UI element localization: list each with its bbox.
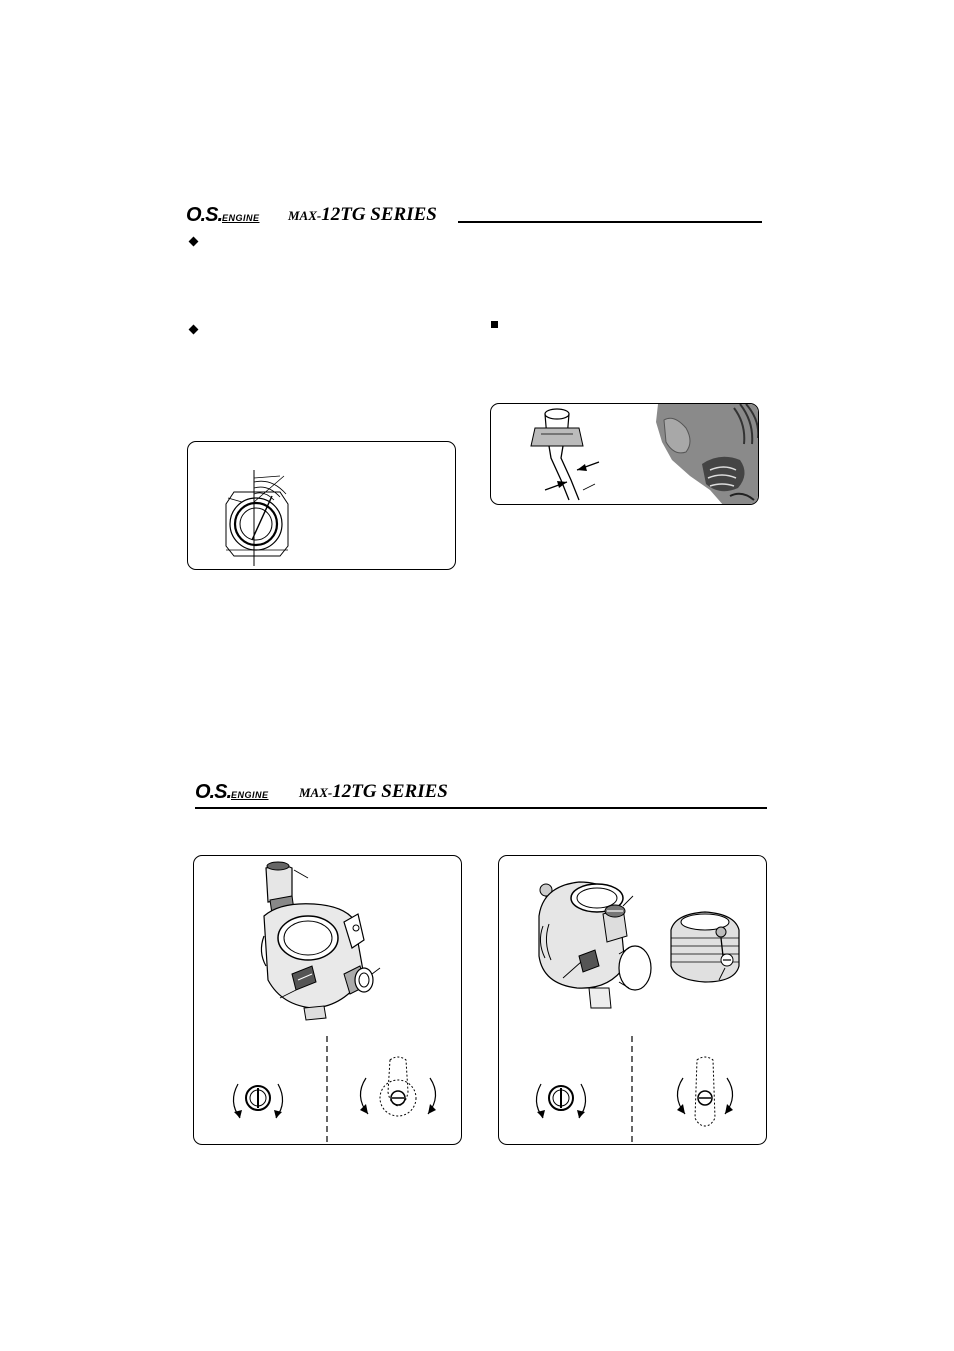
carburetor-diagram: [194, 856, 463, 1146]
diamond-bullet-icon: [189, 325, 199, 335]
fuel-tubing-figure: [490, 403, 759, 505]
square-bullet-icon: [491, 321, 498, 328]
carburetor-figure-left: [193, 855, 462, 1145]
series-title: MAX-12TG SERIES: [288, 204, 437, 225]
carburetor-figure-right: [498, 855, 767, 1145]
series-title: MAX-12TG SERIES: [299, 781, 448, 802]
os-logo: O.S.: [195, 781, 232, 803]
header-rule: [458, 221, 762, 223]
header-bottom: [195, 781, 767, 811]
engine-logo: ENGINE: [231, 790, 269, 800]
header-rule: [195, 807, 767, 809]
hand-photo-icon: [650, 404, 759, 505]
header-top: [186, 204, 762, 228]
needle-setting-figure: [187, 441, 456, 570]
engine-logo: ENGINE: [222, 213, 260, 223]
os-logo: O.S.: [186, 204, 223, 226]
needle-valve-diagram: [188, 442, 457, 571]
carburetor-diagram-2: [499, 856, 768, 1146]
diamond-bullet-icon: [189, 237, 199, 247]
